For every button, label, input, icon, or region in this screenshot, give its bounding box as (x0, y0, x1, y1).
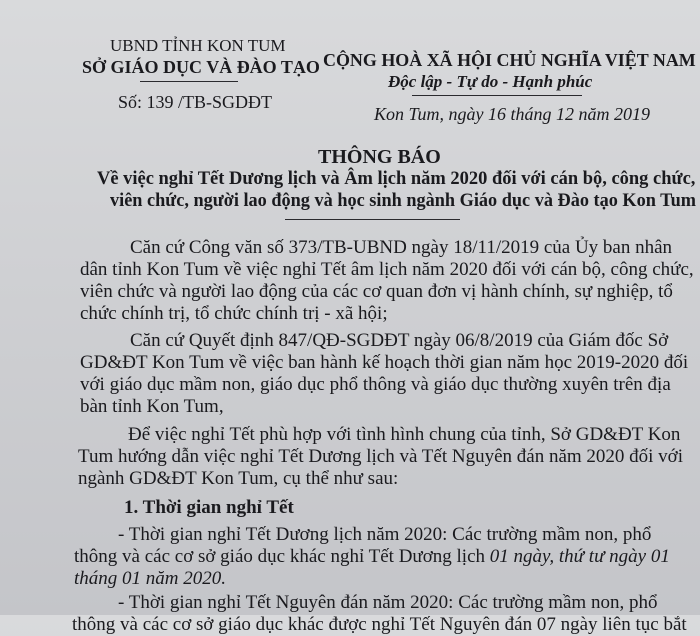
item1-line-2 (74, 546, 670, 568)
p3-line-1: Để việc nghỉ Tết phù hợp với tình hình chung của tỉnh, Sở GD&ĐT Kon (128, 424, 681, 445)
p1-line-3: viên chức và người lao động của các cơ quan đơn vị hành chính, sự nghiệp, tổ (80, 281, 673, 302)
org-line-2: SỞ GIÁO DỤC VÀ ĐÀO TẠO (82, 57, 320, 77)
p1-line-4: chức chính trị, tổ chức chính trị - xã hội; (80, 303, 388, 324)
org-line-1: UBND TỈNH KON TUM (110, 36, 286, 55)
p3-line-2: Tum hướng dẫn việc nghỉ Tết Dương lịch và Tết Nguyên đán năm 2020 đối với (78, 446, 684, 467)
p3-line-3: ngành GD&ĐT Kon Tum, cụ thể như sau: (78, 468, 399, 489)
item1-line-2-plain: thông và các cơ sở giáo dục khác nghỉ Tết Dương lịch (74, 546, 490, 567)
nation-title: CỘNG HOÀ XÃ HỘI CHỦ NGHĨA VIỆT NAM (323, 50, 696, 70)
date-end: năm 2019 (574, 104, 651, 124)
item1-line-3: tháng 01 năm 2020. (74, 568, 226, 589)
date-day: 16 (488, 104, 507, 124)
motto-underline (412, 95, 582, 96)
date-prefix: Kon Tum, ngày (374, 104, 489, 124)
document-number: Số: 139 /TB-SGDĐT (118, 92, 273, 112)
motto: Độc lập - Tự do - Hạnh phúc (388, 72, 593, 91)
date-mid: tháng (506, 104, 557, 124)
title-underline (285, 219, 460, 220)
item2-line-2: thông và các cơ sở giáo dục khác được nghỉ Tết Nguyên đán 07 ngày liên tục bắt (72, 614, 687, 635)
notice-subtitle-1: Về việc nghỉ Tết Dương lịch và Âm lịch năm 2020 đối với cán bộ, công chức, (97, 168, 696, 189)
date-place (374, 104, 650, 125)
p1-line-2: dân tỉnh Kon Tum về việc nghỉ Tết âm lịch năm 2020 đối với cán bộ, công chức, (80, 259, 694, 280)
date-month: 12 (556, 104, 575, 124)
p2-line-2: GD&ĐT Kon Tum về việc ban hành kế hoạch thời gian năm học 2019-2020 đối (80, 352, 689, 373)
p2-line-3: với giáo dục mầm non, giáo dục phổ thông và giáo dục thường xuyên trên địa (80, 374, 671, 395)
notice-subtitle-2: viên chức, người lao động và học sinh ngành Giáo dục và Đào tạo Kon Tum (110, 190, 697, 211)
section-1-heading: 1. Thời gian nghỉ Tết (124, 497, 294, 518)
notice-heading: THÔNG BÁO (318, 146, 441, 168)
item2-line-1: - Thời gian nghỉ Tết Nguyên đán năm 2020: Các trường mầm non, phổ (118, 592, 658, 613)
p2-line-1: Căn cứ Quyết định 847/QĐ-SGDĐT ngày 06/8/2019 của Giám đốc Sở (130, 330, 669, 351)
item1-line-1: - Thời gian nghỉ Tết Dương lịch năm 2020: Các trường mầm non, phổ (118, 524, 652, 545)
org-underline (140, 81, 238, 82)
p2-line-4: bàn tỉnh Kon Tum, (80, 396, 224, 417)
item1-line-2-italic: 01 ngày, thứ tư ngày 01 (489, 546, 670, 567)
p1-line-1: Căn cứ Công văn số 373/TB-UBND ngày 18/11/2019 của Ủy ban nhân (130, 237, 673, 258)
